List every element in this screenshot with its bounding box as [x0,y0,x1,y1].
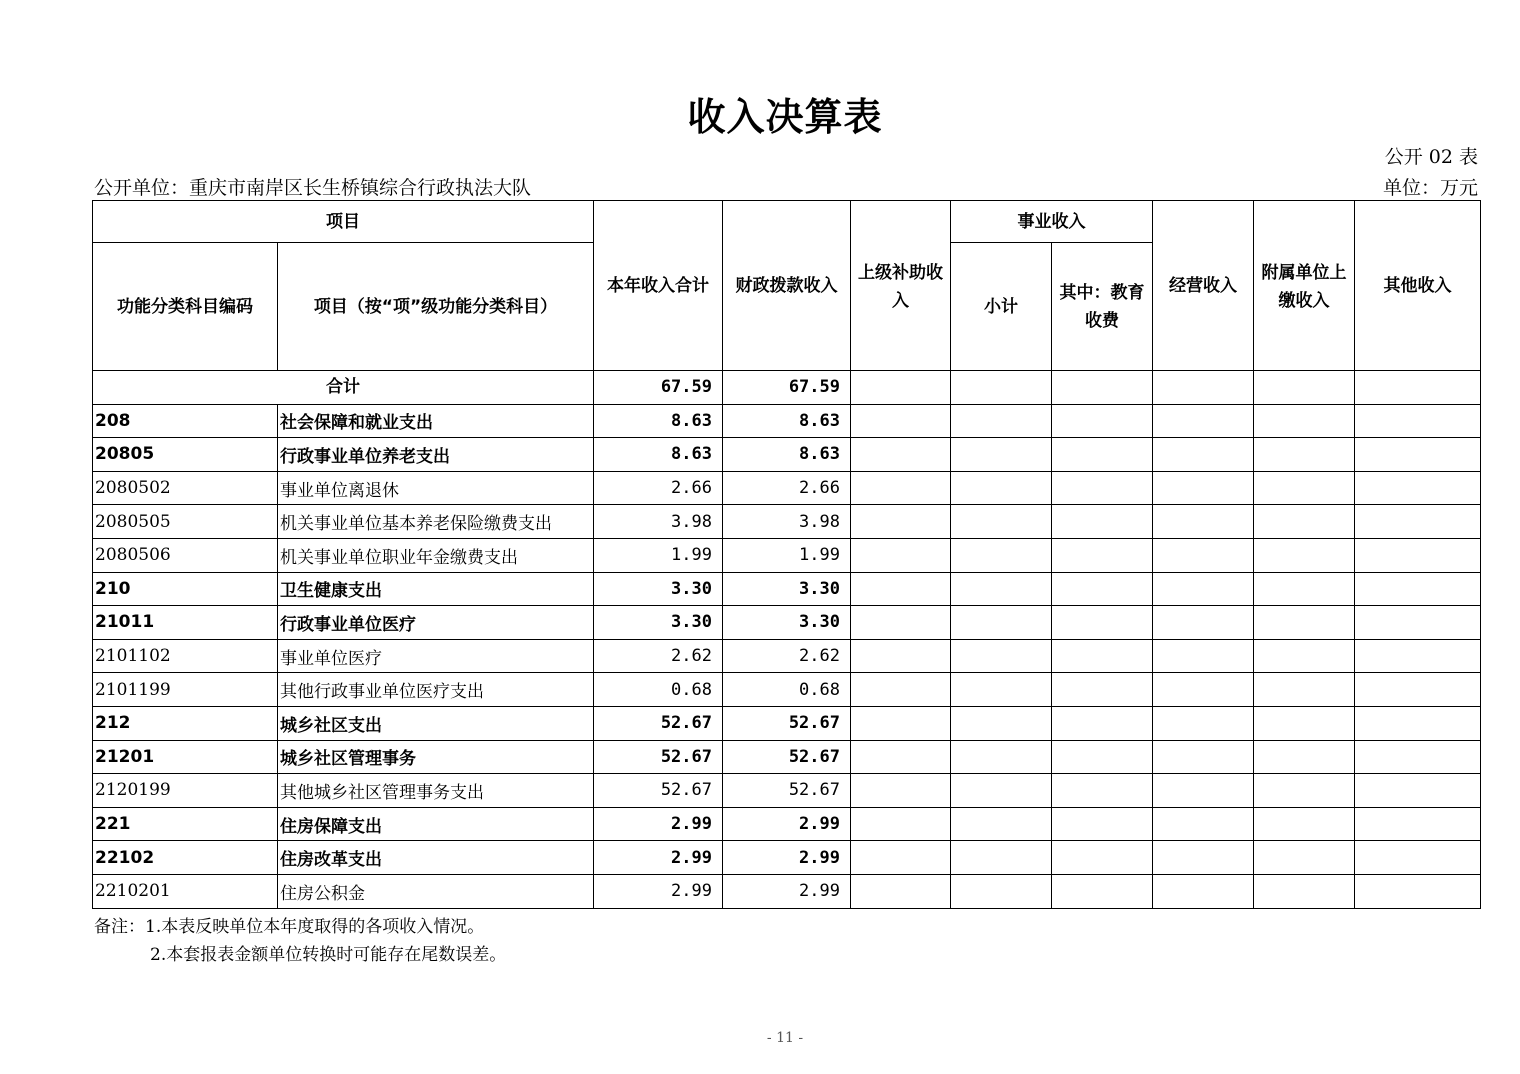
header-subtotal: 小计 [951,243,1052,371]
table-row [93,673,1481,707]
row-name: 住房改革支出 [278,841,594,875]
row-name: 卫生健康支出 [278,572,594,606]
row-code: 2101199 [93,673,278,707]
empty-cell [1355,874,1481,908]
header-total-income: 本年收入合计 [594,201,723,371]
row-name: 其他城乡社区管理事务支出 [278,774,594,808]
empty-cell [1052,505,1153,539]
row-total: 3.98 [594,505,723,539]
empty-cell [851,606,951,640]
empty-cell [851,572,951,606]
empty-cell [1052,874,1153,908]
empty-cell [1052,572,1153,606]
empty-cell [1254,673,1355,707]
header-other: 其他收入 [1355,201,1481,371]
empty-cell [1153,673,1254,707]
empty-cell [951,538,1052,572]
header-superior: 上级补助收入 [851,201,951,371]
empty-cell [1254,639,1355,673]
empty-cell [1254,740,1355,774]
table-row [93,572,1481,606]
empty-cell [1355,505,1481,539]
row-total: 3.30 [594,606,723,640]
header-affiliated: 附属单位上缴收入 [1254,201,1355,371]
total-row [93,371,1481,405]
total-label: 合计 [93,371,594,405]
header-project: 项目 [93,201,594,243]
total-fiscal-value: 67.59 [723,371,851,405]
empty-cell [1355,438,1481,472]
table-row [93,740,1481,774]
empty-cell [1355,404,1481,438]
row-fiscal: 0.68 [723,673,851,707]
empty-cell [1052,404,1153,438]
empty-cell [1355,841,1481,875]
row-total: 0.68 [594,673,723,707]
row-total: 52.67 [594,740,723,774]
row-code: 2080505 [93,505,278,539]
empty-cell [1254,874,1355,908]
empty-cell [1153,572,1254,606]
empty-cell [951,639,1052,673]
empty-cell [1254,807,1355,841]
empty-cell [1153,471,1254,505]
row-fiscal: 3.98 [723,505,851,539]
row-total: 8.63 [594,404,723,438]
empty-cell [1355,538,1481,572]
empty-cell [1052,639,1153,673]
table-row [93,538,1481,572]
table-row [93,774,1481,808]
empty-cell [1153,606,1254,640]
row-name: 机关事业单位职业年金缴费支出 [278,538,594,572]
empty-cell [1254,404,1355,438]
row-code: 2080502 [93,471,278,505]
empty-cell [1052,807,1153,841]
row-code: 221 [93,807,278,841]
empty-cell [1254,706,1355,740]
row-total: 2.62 [594,639,723,673]
empty-cell [951,740,1052,774]
row-name: 住房公积金 [278,874,594,908]
empty-cell [1254,572,1355,606]
page-title: 收入决算表 [687,95,883,139]
empty-cell [951,706,1052,740]
table-row [93,438,1481,472]
row-fiscal: 1.99 [723,538,851,572]
row-total: 2.99 [594,807,723,841]
empty-cell [1355,807,1481,841]
header-business-group: 事业收入 [951,201,1153,243]
empty-cell [1355,706,1481,740]
empty-cell [1052,841,1153,875]
row-code: 210 [93,572,278,606]
empty-cell [1355,471,1481,505]
row-total: 1.99 [594,538,723,572]
empty-cell [951,673,1052,707]
row-name: 事业单位医疗 [278,639,594,673]
row-fiscal: 8.63 [723,404,851,438]
row-total: 2.99 [594,841,723,875]
empty-cell [851,505,951,539]
empty-cell [951,572,1052,606]
row-fiscal: 2.99 [723,874,851,908]
row-fiscal: 52.67 [723,774,851,808]
row-total: 2.99 [594,874,723,908]
empty-cell [1052,538,1153,572]
empty-cell [1153,807,1254,841]
row-name: 其他行政事业单位医疗支出 [278,673,594,707]
empty-cell [951,404,1052,438]
empty-cell [1153,538,1254,572]
header-fiscal: 财政拨款收入 [723,201,851,371]
header-education: 其中：教育收费 [1052,243,1153,371]
empty-cell [1355,673,1481,707]
row-name: 城乡社区支出 [278,706,594,740]
empty-cell [851,841,951,875]
total-income-value: 67.59 [594,371,723,405]
table-row [93,606,1481,640]
row-name: 社会保障和就业支出 [278,404,594,438]
empty-cell [1254,774,1355,808]
header-code: 功能分类科目编码 [93,243,278,371]
row-fiscal: 2.62 [723,639,851,673]
empty-cell [1052,673,1153,707]
row-name: 行政事业单位医疗 [278,606,594,640]
empty-cell [951,438,1052,472]
empty-cell [1355,572,1481,606]
empty-cell [1153,438,1254,472]
page-number: - 11 - [766,1030,804,1046]
empty-cell [1052,438,1153,472]
empty-cell [1153,774,1254,808]
table-row [93,505,1481,539]
empty-cell [1153,639,1254,673]
empty-cell [851,538,951,572]
row-fiscal: 52.67 [723,740,851,774]
table-row [93,807,1481,841]
note-2: 2.本套报表金额单位转换时可能存在尾数误差。 [150,945,507,965]
row-code: 22102 [93,841,278,875]
empty-cell [951,841,1052,875]
empty-cell [851,740,951,774]
header-item: 项目（按“项”级功能分类科目） [278,243,594,371]
empty-cell [851,706,951,740]
empty-cell [1153,874,1254,908]
empty-cell [1254,606,1355,640]
row-name: 行政事业单位养老支出 [278,438,594,472]
empty-cell [1153,404,1254,438]
empty-cell [1254,438,1355,472]
empty-cell [1254,841,1355,875]
row-code: 2120199 [93,774,278,808]
empty-cell [851,438,951,472]
empty-cell [1052,706,1153,740]
row-code: 2080506 [93,538,278,572]
empty-cell [1355,774,1481,808]
empty-cell [851,774,951,808]
empty-cell [1153,505,1254,539]
empty-cell [1153,740,1254,774]
empty-cell [1254,471,1355,505]
income-table [92,200,1481,909]
row-fiscal: 2.99 [723,807,851,841]
empty-cell [851,673,951,707]
row-fiscal: 52.67 [723,706,851,740]
row-total: 2.66 [594,471,723,505]
empty-cell [1254,538,1355,572]
row-fiscal: 2.66 [723,471,851,505]
empty-cell [1254,505,1355,539]
header-operating: 经营收入 [1153,201,1254,371]
empty-cell [1052,471,1153,505]
row-code: 20805 [93,438,278,472]
row-code: 21011 [93,606,278,640]
row-name: 住房保障支出 [278,807,594,841]
row-fiscal: 3.30 [723,572,851,606]
row-code: 2101102 [93,639,278,673]
empty-cell [1052,606,1153,640]
table-row [93,639,1481,673]
row-code: 208 [93,404,278,438]
empty-cell [851,471,951,505]
empty-cell [851,807,951,841]
row-fiscal: 3.30 [723,606,851,640]
empty-cell [951,471,1052,505]
empty-cell [951,807,1052,841]
row-code: 2210201 [93,874,278,908]
empty-cell [1153,841,1254,875]
empty-cell [1355,740,1481,774]
row-total: 3.30 [594,572,723,606]
row-fiscal: 8.63 [723,438,851,472]
empty-cell [851,404,951,438]
currency-unit: 单位：万元 [1382,177,1478,199]
row-name: 城乡社区管理事务 [278,740,594,774]
row-total: 8.63 [594,438,723,472]
empty-cell [1355,639,1481,673]
row-name: 事业单位离退休 [278,471,594,505]
row-total: 52.67 [594,774,723,808]
empty-cell [951,606,1052,640]
table-row [93,841,1481,875]
empty-cell [951,874,1052,908]
row-total: 52.67 [594,706,723,740]
notes [94,913,506,969]
row-code: 212 [93,706,278,740]
table-row [93,874,1481,908]
empty-cell [1153,706,1254,740]
empty-cell [1052,740,1153,774]
empty-cell [951,774,1052,808]
empty-cell [1355,606,1481,640]
table-row [93,404,1481,438]
row-code: 21201 [93,740,278,774]
empty-cell [851,874,951,908]
empty-cell [851,639,951,673]
empty-cell [1052,774,1153,808]
table-row [93,706,1481,740]
note-1: 备注：1.本表反映单位本年度取得的各项收入情况。 [94,917,485,937]
table-row [93,471,1481,505]
empty-cell [951,505,1052,539]
row-fiscal: 2.99 [723,841,851,875]
row-name: 机关事业单位基本养老保险缴费支出 [278,505,594,539]
form-number: 公开 02 表 [1384,146,1478,168]
reporting-unit: 公开单位：重庆市南岸区长生桥镇综合行政执法大队 [94,177,532,199]
